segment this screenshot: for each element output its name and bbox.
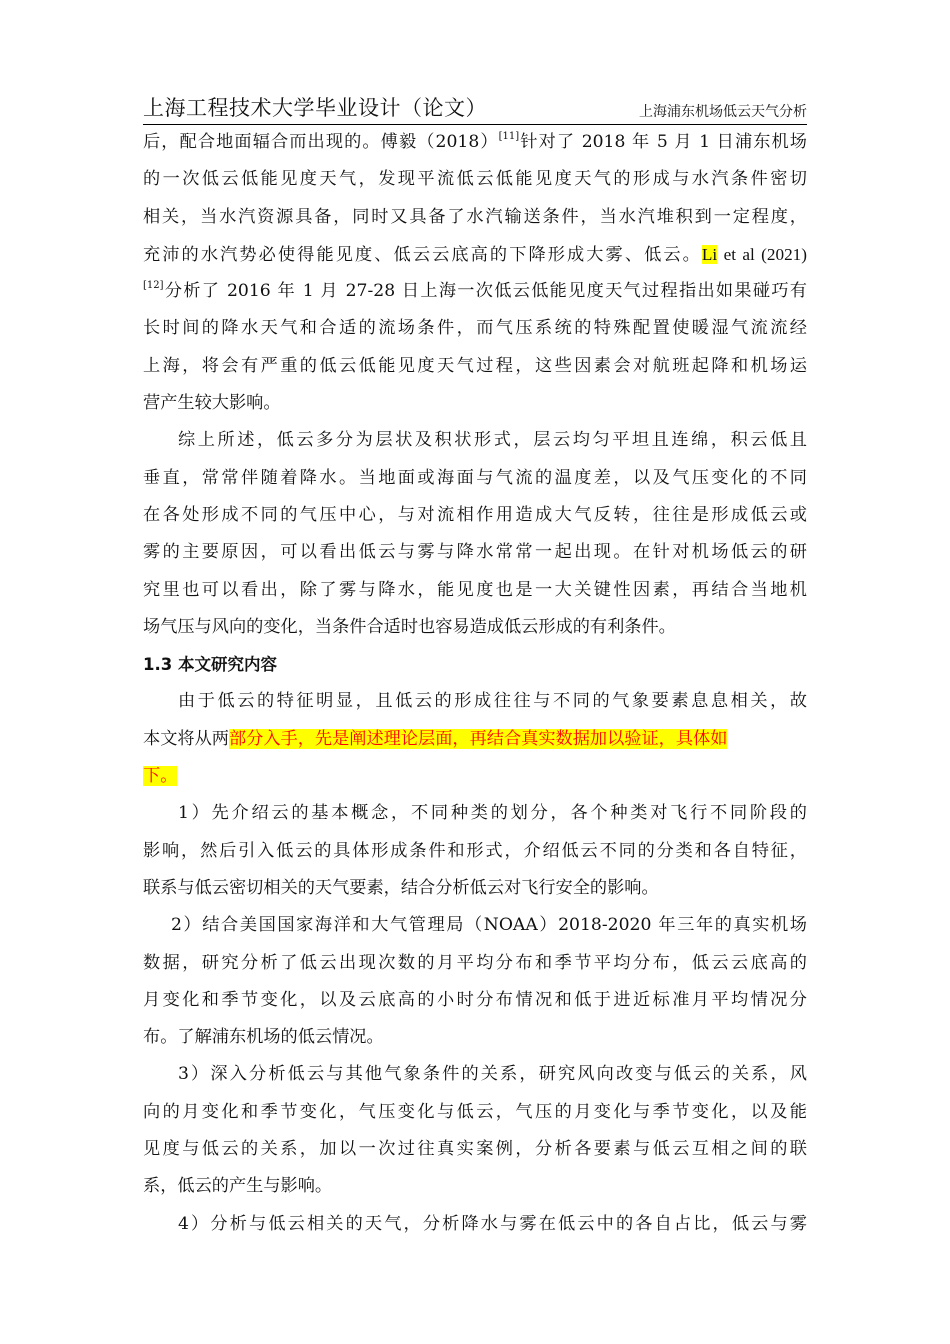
text-run: 针对了 2018 年 5 月 1 日浦东机场 [519, 132, 807, 152]
list-item-line: 2）结合美国国家海洋和大气管理局（NOAA）2018-2020 年三年的真实机场 [171, 915, 807, 936]
page-body [143, 124, 807, 1243]
list-item-line: 4）分析与低云相关的天气，分析降水与雾在低云中的各自占比，低云与雾 [178, 1213, 807, 1234]
paragraph-line: 场气压与风向的变化，当条件合适时也容易造成低云形成的有利条件。 [143, 616, 676, 637]
list-item-line: 月变化和季节变化，以及云底高的小时分布情况和低于进近标准月平均情况分 [143, 989, 807, 1010]
citation-ref: [12] [143, 280, 164, 292]
text-run: 本文将从两 [143, 728, 229, 749]
paragraph-line [143, 124, 807, 161]
text-run: et al (2021) [717, 244, 807, 264]
list-item-line: 布。了解浦东机场的低云情况。 [143, 1027, 384, 1048]
citation-ref: [11] [498, 131, 520, 142]
paragraph-line: 营产生较大影响。 [143, 393, 281, 414]
section-number: 1.3 [143, 655, 173, 675]
list-item-line: 向的月变化和季节变化，气压变化与低云，气压的月变化与季节变化，以及能 [143, 1101, 807, 1122]
paragraph-line: 在各处形成不同的气压中心，与对流相作用造成大气反转，往往是形成低云或 [143, 504, 807, 525]
paragraph-line: 上海，将会有严重的低云低能见度天气过程，这些因素会对航班起降和机场运 [143, 355, 807, 376]
list-item-line: 系，低云的产生与影响。 [143, 1176, 333, 1197]
page-header [143, 98, 807, 125]
paragraph-line [143, 758, 807, 795]
highlighted-text: 下。 [143, 766, 178, 787]
paragraph-line: 究里也可以看出，除了雾与降水，能见度也是一大关键性因素，再结合当地机 [143, 579, 807, 600]
list-item-line: 影响，然后引入低云的具体形成条件和形式，介绍低云不同的分类和各自特征， [143, 840, 807, 861]
paragraph-line: 相关，当水汽资源具备，同时又具备了水汽输送条件，当水汽堆积到一定程度， [143, 206, 807, 227]
header-thesis-title: 上海浦东机场低云天气分析 [639, 104, 807, 120]
paragraph-line: 垂直，常常伴随着降水。当地面或海面与气流的温度差，以及气压变化的不同 [143, 467, 807, 488]
highlighted-text: 部分入手，先是阐述理论层面，再结合真实数据加以验证，具体如 [228, 728, 728, 749]
paragraph-line [143, 236, 807, 273]
list-item-line: 数据，研究分析了低云出现次数的月平均分布和季节平均分布，低云云底高的 [143, 952, 807, 973]
list-item-line: 3）深入分析低云与其他气象条件的关系，研究风向改变与低云的关系，风 [178, 1064, 807, 1085]
section-title: 本文研究内容 [177, 655, 277, 675]
list-item-line: 1）先介绍云的基本概念，不同种类的划分，各个种类对飞行不同阶段的 [178, 803, 807, 824]
paragraph-line: 综上所述，低云多分为层状及积状形式，层云均匀平坦且连绵，积云低且 [178, 430, 807, 451]
text-run: 分析了 2016 年 1 月 27-28 日上海一次低云低能见度天气过程指出如果碰巧有 [163, 281, 807, 302]
header-school-title: 上海工程技术大学毕业设计（论文） [143, 96, 487, 120]
paragraph-line: 由于低云的特征明显，且低云的形成往往与不同的气象要素息息相关，故 [178, 691, 807, 712]
list-item-line: 见度与低云的关系，加以一次过往真实案例，分析各要素与低云互相之间的联 [143, 1139, 807, 1160]
paragraph-line: 的一次低云低能见度天气，发现平流低云低能见度天气的形成与水汽条件密切 [143, 169, 807, 190]
paragraph-line: 雾的主要原因，可以看出低云与雾与降水常常一起出现。在针对机场低云的研 [143, 542, 807, 563]
text-run: 后，配合地面辐合而出现的。傅毅（2018） [143, 132, 499, 152]
list-item-line: 联系与低云密切相关的天气要素，结合分析低云对飞行安全的影响。 [143, 877, 659, 898]
paragraph-line: 长时间的降水天气和合适的流场条件，而气压系统的特殊配置使暖湿气流流经 [143, 318, 807, 339]
paragraph-line [143, 273, 807, 310]
paragraph-line [143, 721, 807, 758]
section-heading [143, 646, 807, 683]
text-run: 充沛的水汽势必使得能见度、低云云底高的下降形成大雾、低云。 [143, 244, 702, 265]
highlighted-text: Li [701, 244, 718, 264]
